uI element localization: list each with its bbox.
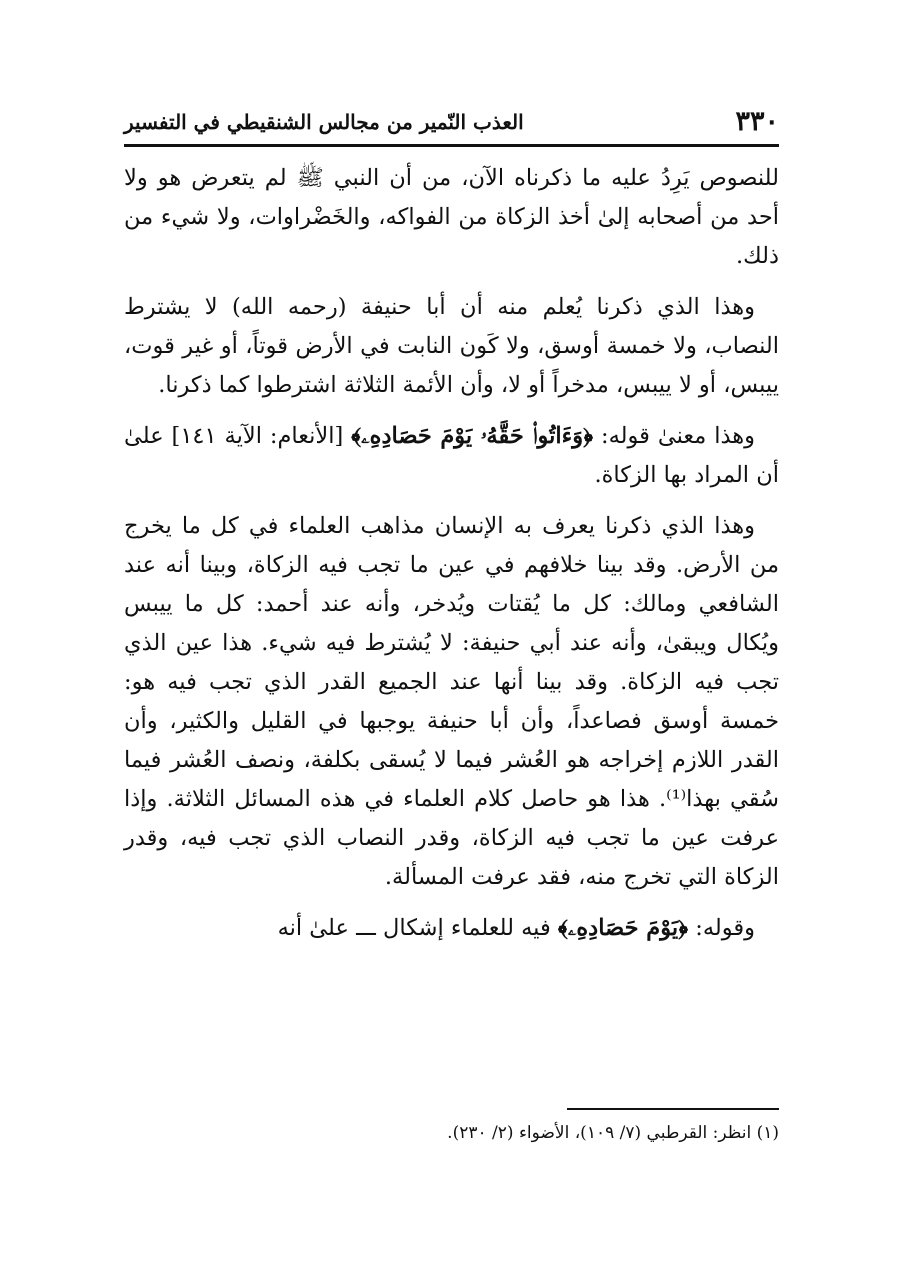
- paragraph-3-after: [الأنعام: الآية ١٤١] علىٰ أن المراد بها الزكاة.: [124, 423, 779, 488]
- paragraph-2: وهذا الذي ذكرنا يُعلم منه أن أبا حنيفة (رحمه الله) لا يشترط النصاب، ولا خمسة أوسق، ولا كَون النابت في الأرض قوتاً، أو غير قوت، ييبس، أو لا ييبس، مدخراً أو لا، وأن الأئمة الثلاثة اشترطوا كما ذكرنا.: [124, 294, 779, 398]
- paragraph-4: وهذا الذي ذكرنا يعرف به الإنسان مذاهب العلماء في كل ما يخرج من الأرض. وقد بينا خلافهم في عين ما تجب فيه الزكاة، وبينا أنه عند الشافعي ومالك: كل ما يُقتات ويُدخر، وأنه عند أحمد: كل ما ييبس ويُكال ويبقىٰ، وأنه عند أبي حنيفة: لا يُشترط فيه شيء. هذا عين الذي تجب فيه الزكاة. وقد بينا أنها عند الجميع القدر الذي تجب فيه هو: خمسة أوسق فصاعداً، وأن أبا حنيفة يوجبها في القليل والكثير، وأن القدر اللازم إخراجه هو العُشر فيما لا يُسقى بكلفة، ونصف العُشر فيما سُقي بهذا⁽¹⁾. هذا هو حاصل كلام العلماء في هذه المسائل الثلاثة. وإذا عرفت عين ما تجب فيه الزكاة، وقدر النصاب الذي تجب فيه، وقدر الزكاة التي تخرج منه، فقد عرفت المسألة.: [124, 513, 779, 890]
- running-title: العذب النّمير من مجالس الشنقيطي في التفسير: [124, 110, 524, 134]
- footnote-divider: [567, 1108, 779, 1110]
- paragraph-3: [124, 417, 779, 495]
- body-text: [124, 159, 779, 948]
- quran-verse: ﴿وَءَاتُوا۟ حَقَّهُۥ يَوْمَ حَصَادِهِۦ﴾: [351, 423, 594, 449]
- paragraph-1: للنصوص يَرِدُ عليه ما ذكرناه الآن، من أن النبي ﷺ لم يتعرض هو ولا أحد من أصحابه إلىٰ أخذ الزكاة من الفواكه، والخَضْراوات، ولا شيء من ذلك.: [124, 165, 779, 269]
- paragraph-5-after: فيه للعلماء إشكال ـــ علىٰ أنه: [277, 915, 558, 941]
- paragraph-5: [124, 909, 779, 948]
- paragraph-3-before: وهذا معنىٰ قوله:: [593, 423, 755, 449]
- paragraph-5-before: وقوله:: [688, 915, 755, 941]
- page-number: ٣٣٠: [735, 106, 779, 137]
- book-page: [124, 100, 779, 1200]
- quran-verse-2: ﴿يَوْمَ حَصَادِهِۦ﴾: [557, 915, 689, 941]
- page-header: [124, 100, 779, 147]
- footnote: (١) انظر: القرطبي (٧/ ١٠٩)، الأضواء (٢/ ٢٣٠).: [447, 1123, 779, 1143]
